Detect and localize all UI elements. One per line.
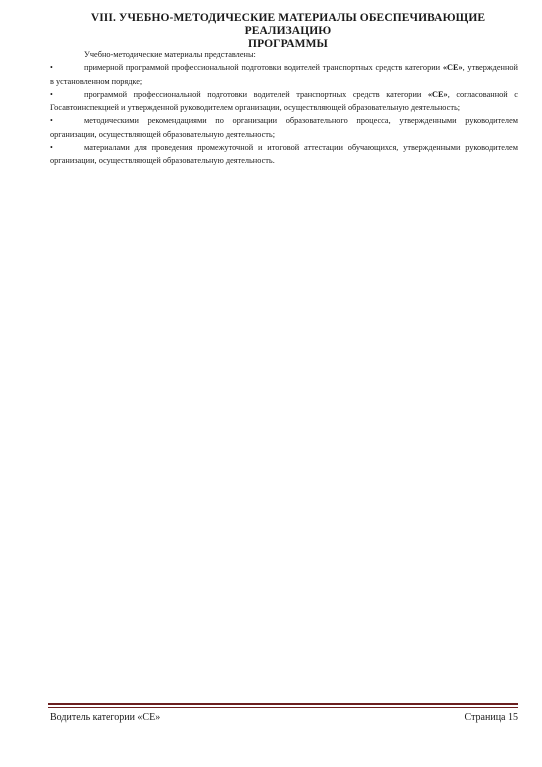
footer-title: Водитель категории «СЕ»: [50, 712, 161, 723]
list-item-text-end: , согласованной с Госавтоинспекцией и утвержденной руководителем организации, осуществляющей образовательную деятельность;: [50, 89, 518, 113]
category-label: «СЕ»: [427, 89, 448, 99]
bullet-icon: •: [50, 143, 53, 153]
bullet-icon: •: [50, 89, 53, 99]
bullet-icon: •: [50, 116, 53, 126]
section-body: [50, 48, 518, 168]
bullet-icon: •: [50, 63, 53, 73]
list-item-text: [50, 141, 518, 168]
section-heading-line-1: VIII. УЧЕБНО-МЕТОДИЧЕСКИЕ МАТЕРИАЛЫ ОБЕСПЕЧИВАЮЩИЕ РЕАЛИЗАЦИЮ: [90, 12, 486, 37]
intro-paragraph: Учебно-методические материалы представлены:: [84, 50, 256, 59]
footer-divider-thin: [48, 707, 518, 708]
category-label: «СЕ»: [442, 63, 463, 73]
list-item-text: [50, 88, 518, 115]
list-item: [50, 141, 518, 168]
section-heading: [48, 12, 528, 51]
list-item: [50, 114, 518, 141]
list-item-text-start: методическими рекомендациями по организации образовательного процесса, утвержденными руководителем организации, осуществляющей образовательную деятельность;: [50, 116, 518, 139]
list-item-text-start: материалами для проведения промежуточной и итоговой аттестации обучающихся, утвержденными руководителем организации, осуществляющей образовательную деятельность.: [50, 143, 518, 166]
list-item-text-start: программой профессиональной подготовки водителей транспортных средств категории: [84, 89, 428, 99]
list-item-text: [50, 114, 518, 141]
footer-divider: [48, 703, 518, 705]
list-item: [50, 61, 518, 88]
list-item-text-end: , утвержденной в установленном порядке;: [50, 63, 518, 86]
list-item: [50, 88, 518, 115]
list-item-text-start: примерной программой профессиональной подготовки водителей транспортных средств категории: [84, 63, 443, 73]
page-number: Страница 15: [464, 712, 518, 723]
list-item-text: [50, 61, 518, 88]
section-heading-line-2: ПРОГРАММЫ: [248, 38, 328, 50]
